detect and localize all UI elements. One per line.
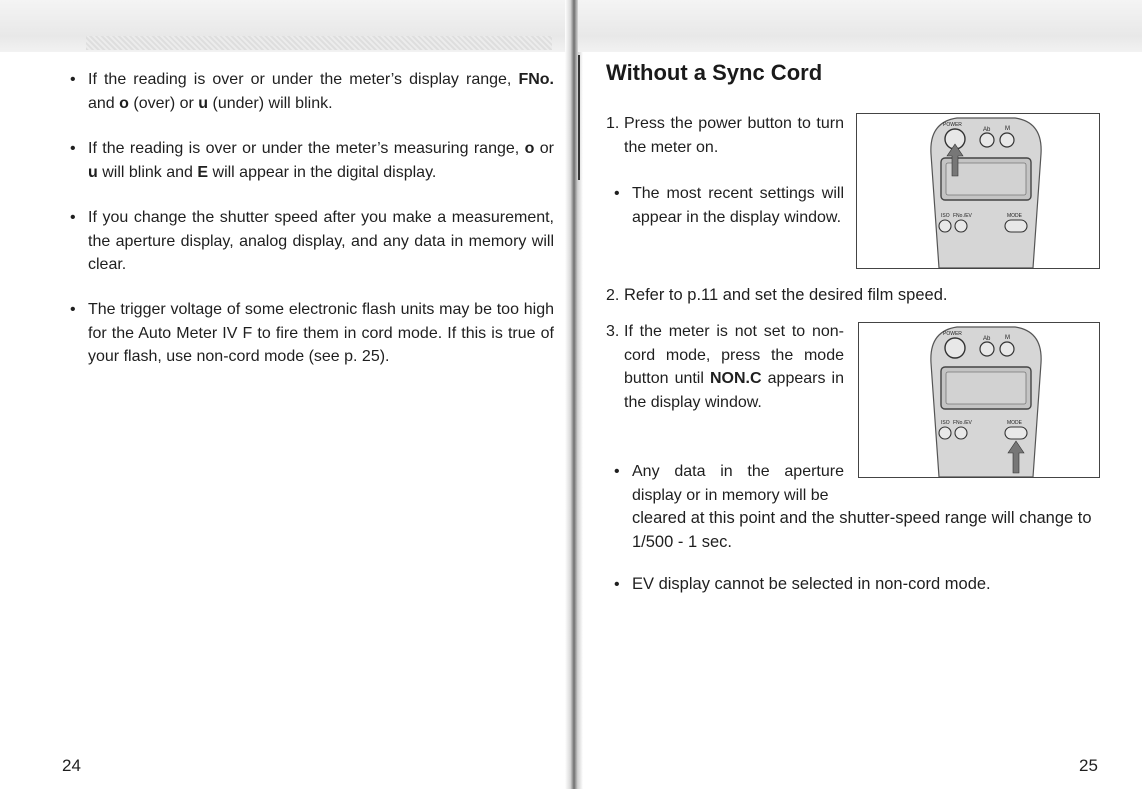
note-text-rest: cleared at this point and the shutter-speed range will change to 1/500 - 1 sec. <box>632 509 1092 551</box>
meter-illustration <box>857 114 1099 268</box>
fno-button <box>955 427 967 439</box>
header-hatch-pattern <box>86 36 552 50</box>
meter-label-iso: ISO <box>941 213 950 219</box>
meter-label-iso: ISO <box>941 420 950 426</box>
step-text: Refer to p.11 and set the desired film speed. <box>624 286 948 304</box>
iso-button <box>939 427 951 439</box>
page-header-band <box>578 0 1142 52</box>
m-button <box>1000 342 1014 356</box>
step-number: 2. <box>606 287 620 304</box>
meter-label-power: POWER <box>943 331 962 337</box>
figure-power-button <box>856 113 1100 269</box>
bullet-dot: • <box>614 463 620 480</box>
meter-label-m: M <box>1005 335 1010 341</box>
page-number: 24 <box>62 756 81 775</box>
meter-label-fno: FNo./EV <box>953 213 972 219</box>
mode-button <box>1005 220 1027 232</box>
power-button <box>945 338 965 358</box>
ab-button <box>980 342 994 356</box>
section-title: Without a Sync Cord <box>606 60 823 85</box>
meter-label-mode: MODE <box>1007 420 1022 426</box>
left-page <box>0 0 570 789</box>
meter-label-ab: Ab <box>983 127 991 133</box>
meter-label-power: POWER <box>943 122 962 128</box>
ab-button <box>980 133 994 147</box>
bullet-dot: • <box>70 71 76 88</box>
step-text: If the meter is not set to non-cord mode, press the mode button until NON.C appears in the display window. <box>624 323 844 411</box>
figure-mode-button <box>858 322 1100 478</box>
meter-label-fno: FNo./EV <box>953 420 972 426</box>
note-text-line-1: Any data in the aperture <box>632 463 844 480</box>
bullet-dot: • <box>614 576 620 593</box>
note-text: The trigger voltage of some electronic flash units may be too high for the Auto Meter IV F to fire them in cord mode. If this is true of your flash, use non-cord mode (see p. 25). <box>88 301 554 365</box>
step-number: 3. <box>606 323 620 340</box>
iso-button <box>939 220 951 232</box>
bullet-dot: • <box>70 209 76 226</box>
note-text: If the reading is over or under the meter’s display range, FNo. and o (over) or u (under) will blink. <box>88 71 554 112</box>
note-text: EV display cannot be selected in non-cord mode. <box>632 575 991 593</box>
step-number: 1. <box>606 115 620 132</box>
mode-button <box>1005 427 1027 439</box>
note-text-line-2: display or in memory will be <box>632 486 829 504</box>
right-page <box>578 0 1142 789</box>
bullet-dot: • <box>70 301 76 318</box>
bullet-dot: • <box>70 140 76 157</box>
bullet-dot: • <box>614 185 620 202</box>
meter-illustration <box>859 323 1099 477</box>
note-text: If you change the shutter speed after you make a measurement, the aperture display, analog display, and any data in memory will clear. <box>88 209 554 273</box>
m-button <box>1000 133 1014 147</box>
fno-button <box>955 220 967 232</box>
meter-label-ab: Ab <box>983 336 991 342</box>
note-text: If the reading is over or under the meter’s measuring range, o or u will blink and E will appear in the digital display. <box>88 140 554 181</box>
page-number: 25 <box>1079 756 1098 775</box>
note-text: The most recent settings will appear in the display window. <box>632 185 844 226</box>
meter-label-m: M <box>1005 126 1010 132</box>
step-text: Press the power button to turn the meter on. <box>624 115 844 156</box>
meter-label-mode: MODE <box>1007 213 1022 219</box>
